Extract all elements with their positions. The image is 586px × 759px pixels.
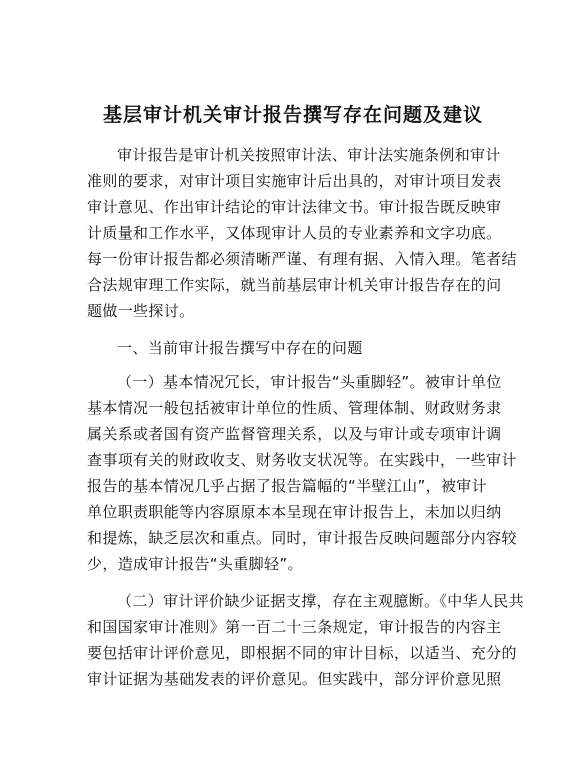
paragraph-line: 合法规审理工作实际，就当前基层审计机关审计报告存在的问 — [87, 276, 502, 294]
paragraph-line: 准则的要求，对审计项目实施审计后出具的，对审计项目发表 — [87, 172, 502, 190]
section-heading: 一、当前审计报告撰写中存在的问题 — [117, 339, 363, 357]
paragraph-line: 报告的基本情况几乎占据了报告篇幅的“半壁江山”，被审计 — [87, 477, 487, 495]
paragraph-line: 计质量和工作水平，又体现审计人员的专业素养和文字功底。 — [87, 224, 502, 242]
paragraph-line: 单位职责职能等内容原原本本呈现在审计报告上，未加以归纳 — [87, 503, 502, 521]
paragraph-line: 和国国家审计准则》第一百二十三条规定，审计报告的内容主 — [87, 618, 502, 636]
paragraph-line: 审计证据为基础发表的评价意见。但实践中，部分评价意见照 — [87, 670, 502, 688]
paragraph-line: 审计报告是审计机关按照审计法、审计法实施条例和审计 — [117, 146, 501, 164]
paragraph-line: （二）审计评价缺少证据支撑，存在主观臆断。《中华人民共 — [117, 592, 524, 610]
paragraph-line: 审计意见、作出审计结论的审计法律文书。审计报告既反映审 — [87, 198, 502, 216]
paragraph-line: 要包括审计评价意见，即根据不同的审计目标，以适当、充分的 — [87, 644, 517, 662]
paragraph-line: （一）基本情况冗长，审计报告“头重脚轻”。被审计单位 — [117, 373, 502, 391]
paragraph-line: 题做一些探讨。 — [87, 302, 195, 320]
document-title: 基层审计机关审计报告撰写存在问题及建议 — [102, 104, 483, 126]
paragraph-line: 属关系或者国有资产监督管理关系，以及与审计或专项审计调 — [87, 425, 502, 443]
paragraph-line: 和提炼，缺乏层次和重点。同时，审计报告反映问题部分内容较 — [87, 529, 517, 547]
paragraph-line: 查事项有关的财政收支、财务收支状况等。在实践中，一些审计 — [87, 451, 517, 469]
paragraph-line: 少，造成审计报告“头重脚轻”。 — [87, 555, 303, 573]
paragraph-line: 基本情况一般包括被审计单位的性质、管理体制、财政财务隶 — [87, 399, 502, 417]
paragraph-line: 每一份审计报告都必须清晰严谨、有理有据、入情入理。笔者结 — [87, 250, 517, 268]
